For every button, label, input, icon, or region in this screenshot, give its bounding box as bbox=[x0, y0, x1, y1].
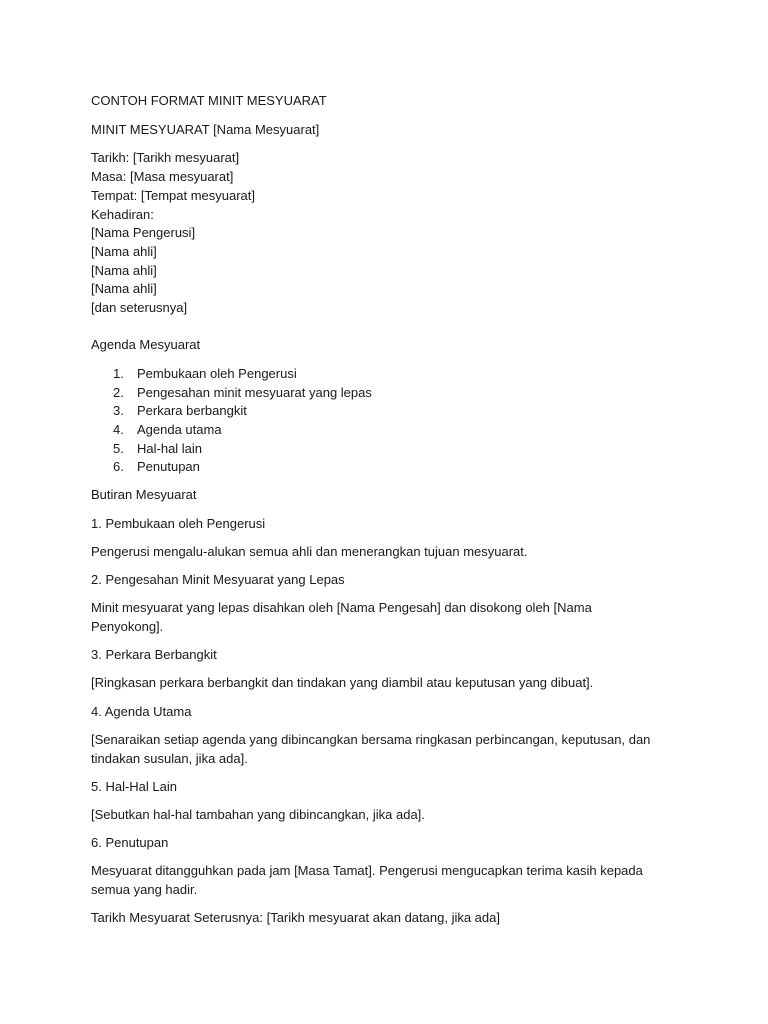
detail-time: Masa: [Masa mesyuarat] bbox=[91, 169, 234, 185]
agenda-item-number: 4. bbox=[113, 422, 124, 437]
attendee-etc: [dan seterusnya] bbox=[91, 300, 188, 316]
agenda-item bbox=[91, 384, 651, 403]
document-title: CONTOH FORMAT MINIT MESYUARAT bbox=[91, 93, 327, 108]
meeting-details bbox=[91, 149, 651, 317]
section-heading: 2. Pengesahan Minit Mesyuarat yang Lepas bbox=[91, 572, 345, 588]
agenda-item-number: 1. bbox=[113, 365, 124, 381]
detail-place: Tempat: [Tempat mesyuarat] bbox=[91, 187, 256, 203]
section-heading: 6. Penutupan bbox=[91, 835, 169, 851]
attendee-member: [Nama ahli] bbox=[91, 281, 157, 297]
agenda-item-text: Agenda utama bbox=[137, 422, 222, 437]
section-opening bbox=[91, 515, 651, 562]
agenda-item bbox=[91, 440, 651, 459]
detail-date: Tarikh: [Tarikh mesyuarat] bbox=[91, 150, 240, 166]
agenda-item bbox=[91, 402, 651, 421]
section-heading: 5. Hal-Hal Lain bbox=[91, 778, 177, 794]
section-other-matters bbox=[91, 778, 651, 825]
agenda-item-text: Hal-hal lain bbox=[137, 440, 203, 456]
agenda-heading: Agenda Mesyuarat bbox=[91, 337, 201, 353]
agenda-item bbox=[91, 365, 651, 384]
section-body: [Sebutkan hal-hal tambahan yang dibincangkan, jika ada]. bbox=[91, 807, 425, 822]
section-confirmation bbox=[91, 571, 651, 637]
details-heading: Butiran Mesyuarat bbox=[91, 487, 197, 503]
agenda-item-number: 3. bbox=[113, 403, 124, 419]
agenda-item-text: Perkara berbangkit bbox=[137, 403, 247, 419]
section-main-agenda bbox=[91, 703, 655, 769]
section-body: Minit mesyuarat yang lepas disahkan oleh [Nama Pengesah] dan disokong oleh [Nama Penyokong]. bbox=[91, 600, 596, 635]
attendee-member: [Nama ahli] bbox=[91, 262, 157, 278]
section-heading: 4. Agenda Utama bbox=[91, 703, 192, 719]
section-closing bbox=[91, 834, 651, 900]
section-heading: 1. Pembukaan oleh Pengerusi bbox=[91, 515, 266, 531]
document-body bbox=[91, 92, 655, 928]
agenda-item-text: Pembukaan oleh Pengerusi bbox=[137, 365, 297, 381]
agenda-item-text: Pengesahan minit mesyuarat yang lepas bbox=[137, 384, 372, 400]
attendee-member: [Nama ahli] bbox=[91, 243, 157, 259]
agenda-item bbox=[91, 458, 651, 477]
detail-attendance-label: Kehadiran: bbox=[91, 206, 154, 222]
agenda-item-number: 6. bbox=[113, 459, 124, 475]
agenda-item bbox=[91, 421, 651, 440]
agenda-list bbox=[91, 365, 651, 477]
agenda-item-text: Penutupan bbox=[137, 459, 200, 475]
minutes-heading: MINIT MESYUARAT [Nama Mesyuarat] bbox=[91, 121, 320, 137]
section-heading: 3. Perkara Berbangkit bbox=[91, 647, 217, 663]
attendee-chairman: [Nama Pengerusi] bbox=[91, 225, 196, 241]
section-body: [Senaraikan setiap agenda yang dibincangkan bersama ringkasan perbincangan, keputusan, dan tindakan susulan, jika ada]. bbox=[91, 731, 655, 766]
section-body: Pengerusi mengalu-alukan semua ahli dan menerangkan tujuan mesyuarat. bbox=[91, 543, 528, 559]
next-meeting-line: Tarikh Mesyuarat Seterusnya: [Tarikh mesyuarat akan datang, jika ada] bbox=[91, 910, 500, 926]
section-matters-arising bbox=[91, 646, 651, 693]
section-body: [Ringkasan perkara berbangkit dan tindakan yang diambil atau keputusan yang dibuat]. bbox=[91, 675, 594, 691]
section-body: Mesyuarat ditangguhkan pada jam [Masa Tamat]. Pengerusi mengucapkan terima kasih kepada semua yang hadir. bbox=[91, 863, 647, 898]
agenda-item-number: 2. bbox=[113, 384, 124, 400]
agenda-item-number: 5. bbox=[113, 440, 124, 456]
